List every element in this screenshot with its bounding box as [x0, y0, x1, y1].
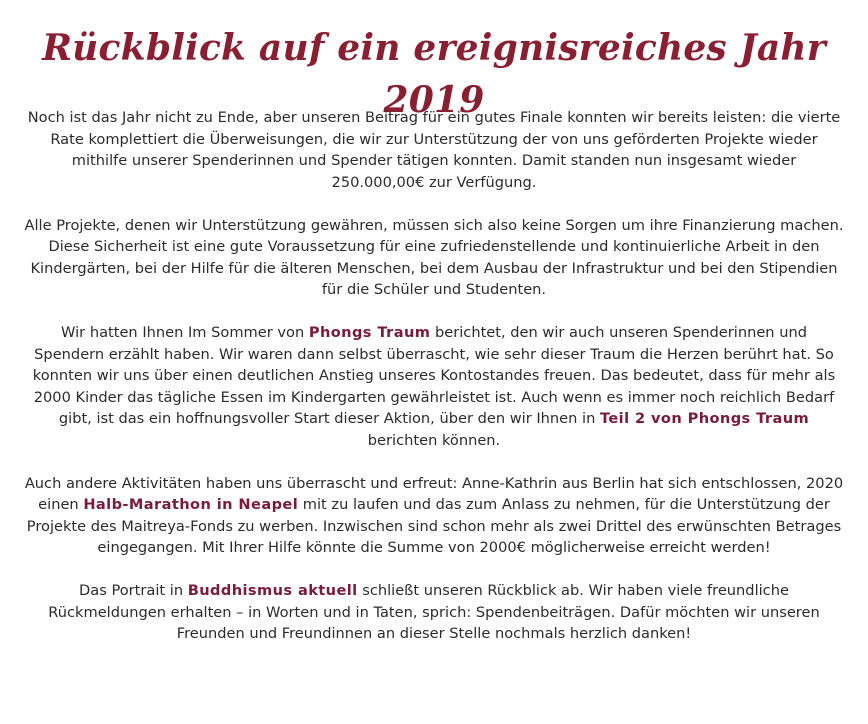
phongs-traum-link[interactable]: Phongs Traum [308, 324, 431, 341]
paragraph-text: schließt unseren Rückblick ab. Wir haben viele freundliche Rückmeldungen erhalten – in Worten und in Taten, sprich: Spendenbeiträgen. Dafür möchten wir unseren Freunden und Freundinnen an dieser Stelle nochmals herzlich danken! [48, 582, 820, 642]
paragraph-financing [24, 215, 844, 301]
paragraph-text: berichten können. [367, 431, 501, 449]
paragraph-text: Auch andere Aktivitäten haben uns überrascht und erfreut: Anne-Kathrin aus Berlin hat sich entschlossen, 2020 einen [24, 474, 844, 513]
paragraph-text: berichtet, den wir auch unseren Spenderinnen und Spendern erzählt haben. Wir waren dann selbst überrascht, wie sehr dieser Traum die Herzen berührt hat. So konnten wir uns über einen deutlichen Anstieg unseres Kontostandes freuen. Das bedeutet, dass für mehr als 2000 Kinder das tägliche Essen im Kindergarten gewährleistet ist. Auch wenn es immer noch reichlich Bedarf gibt, ist das ein hoffnungsvoller Start dieser Aktion, über den wir Ihnen in [32, 324, 836, 427]
article-body [24, 107, 844, 666]
paragraph-portrait [24, 580, 844, 645]
paragraph-final-rate [24, 107, 844, 193]
paragraph-half-marathon [24, 473, 844, 559]
buddhismus-aktuell-link[interactable]: Buddhismus aktuell [187, 582, 358, 599]
paragraph-text: Noch ist das Jahr nicht zu Ende, aber unseren Beitrag für ein gutes Finale konnten wir bereits leisten: die vierte Rate komplettiert die Überweisungen, die wir zur Unterstützung der von uns geförderten Projekte wieder mithilfe unserer Spenderinnen und Spender tätigen konnten. Damit standen nun insgesamt wieder 250.000,00€ zur Verfügung. [27, 109, 841, 191]
half-marathon-link[interactable]: Halb-Marathon in Neapel [83, 496, 299, 513]
paragraph-text: Das Portrait in [79, 582, 188, 599]
paragraph-phongs-traum [24, 322, 844, 451]
page-title: Rückblick auf ein ereignisreiches Jahr 2019 [42, 27, 826, 121]
paragraph-text: mit zu laufen und das zum Anlass zu nehmen, für die Unterstützung der Projekte des Maitreya-Fonds zu werben. Inzwischen sind schon mehr als zwei Drittel des erwünschten Betrages eingegangen. Mit Ihrer Hilfe könnte die Summe von 2000€ möglicherweise erreicht werden! [26, 496, 842, 556]
phongs-traum-part2-link[interactable]: Teil 2 von Phongs Traum [599, 410, 810, 427]
paragraph-text: Wir hatten Ihnen Im Sommer von [61, 324, 309, 341]
paragraph-text: Alle Projekte, denen wir Unterstützung gewähren, müssen sich also keine Sorgen um ihre Finanzierung machen. Diese Sicherheit ist eine gute Voraussetzung für eine zufriedenstellende und kontinuierliche Arbeit in den Kindergärten, bei der Hilfe für die älteren Menschen, bei dem Ausbau der Infrastruktur und bei den Stipendien für die Schüler und Studenten. [24, 216, 844, 298]
